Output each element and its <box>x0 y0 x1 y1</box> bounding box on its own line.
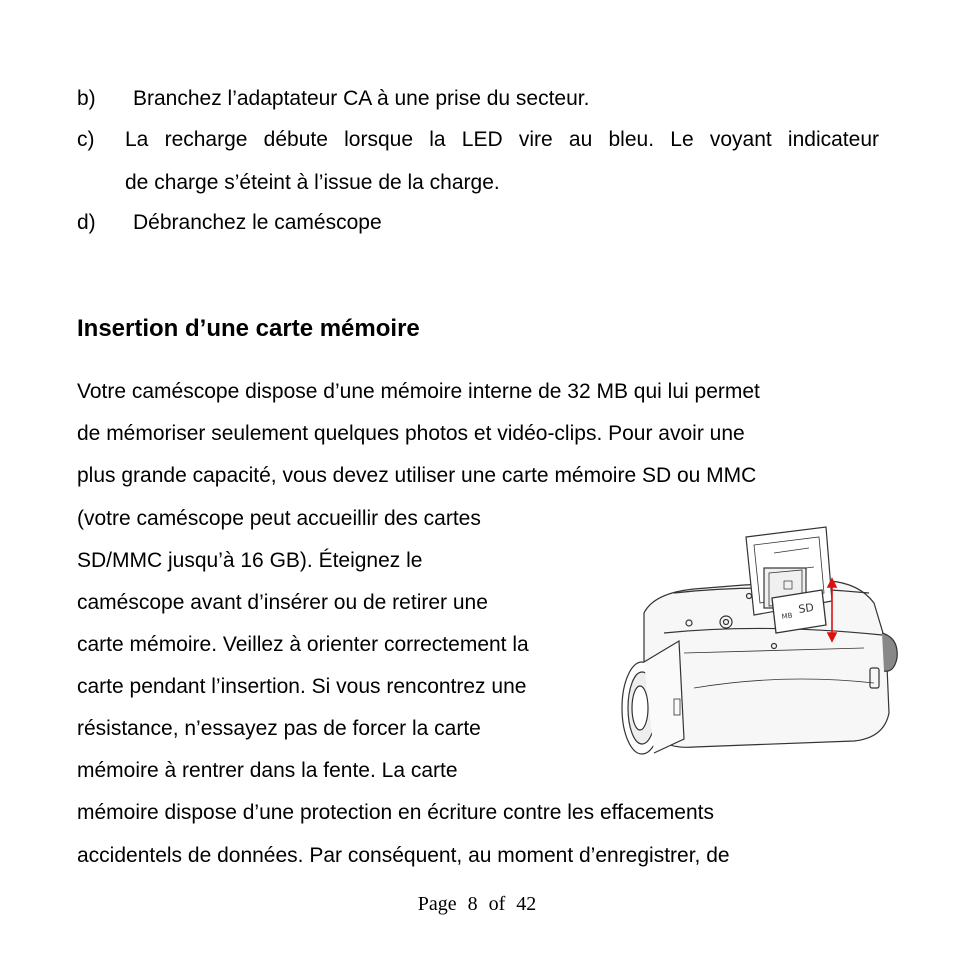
paragraph-line-1: Votre caméscope dispose d’une mémoire interne de 32 MB qui lui permet <box>77 380 760 403</box>
paragraph-line-4: (votre caméscope peut accueillir des cartes <box>77 507 481 530</box>
card-label-text: SD <box>797 600 815 616</box>
paragraph-line-2: de mémoriser seulement quelques photos et vidéo-clips. Pour avoir une <box>77 422 745 445</box>
paragraph-line-7: carte mémoire. Veillez à orienter correctement la <box>77 633 529 656</box>
list-marker-d: d) <box>77 211 96 234</box>
paragraph-line-10: mémoire à rentrer dans la fente. La carte <box>77 759 458 782</box>
paragraph-line-11: mémoire dispose d’une protection en écriture contre les effacements <box>77 801 714 824</box>
paragraph-line-8: carte pendant l’insertion. Si vous rencontrez une <box>77 675 527 698</box>
footer-page-number: 8 <box>467 893 478 915</box>
footer-total-pages: 42 <box>516 893 537 915</box>
paragraph-line-3: plus grande capacité, vous devez utiliser une carte mémoire SD ou MMC <box>77 464 757 487</box>
paragraph-line-9: résistance, n’essayez pas de forcer la carte <box>77 717 481 740</box>
list-item-b-text: Branchez l’adaptateur CA à une prise du secteur. <box>133 87 590 110</box>
paragraph-line-12: accidentels de données. Par conséquent, au moment d’enregistrer, de <box>77 844 730 867</box>
footer-page-word: Page <box>417 893 457 915</box>
paragraph-line-5: SD/MMC jusqu’à 16 GB). Éteignez le <box>77 549 423 572</box>
card-sublabel-text: MB <box>781 611 794 621</box>
list-marker-c: c) <box>77 128 95 151</box>
list-item-d-text: Débranchez le caméscope <box>133 211 382 234</box>
camcorder-memory-card-illustration <box>614 523 899 760</box>
list-item-c-text: La recharge débute lorsque la LED vire au bleu. Le voyant indicateur <box>125 128 879 151</box>
paragraph-line-6: caméscope avant d’insérer ou de retirer une <box>77 591 488 614</box>
list-item-c-text-cont: de charge s’éteint à l’issue de la charge. <box>125 171 500 194</box>
list-marker-b: b) <box>77 87 96 110</box>
section-title: Insertion d’une carte mémoire <box>77 315 420 342</box>
page-footer <box>0 893 954 916</box>
footer-of-word: of <box>488 893 506 915</box>
